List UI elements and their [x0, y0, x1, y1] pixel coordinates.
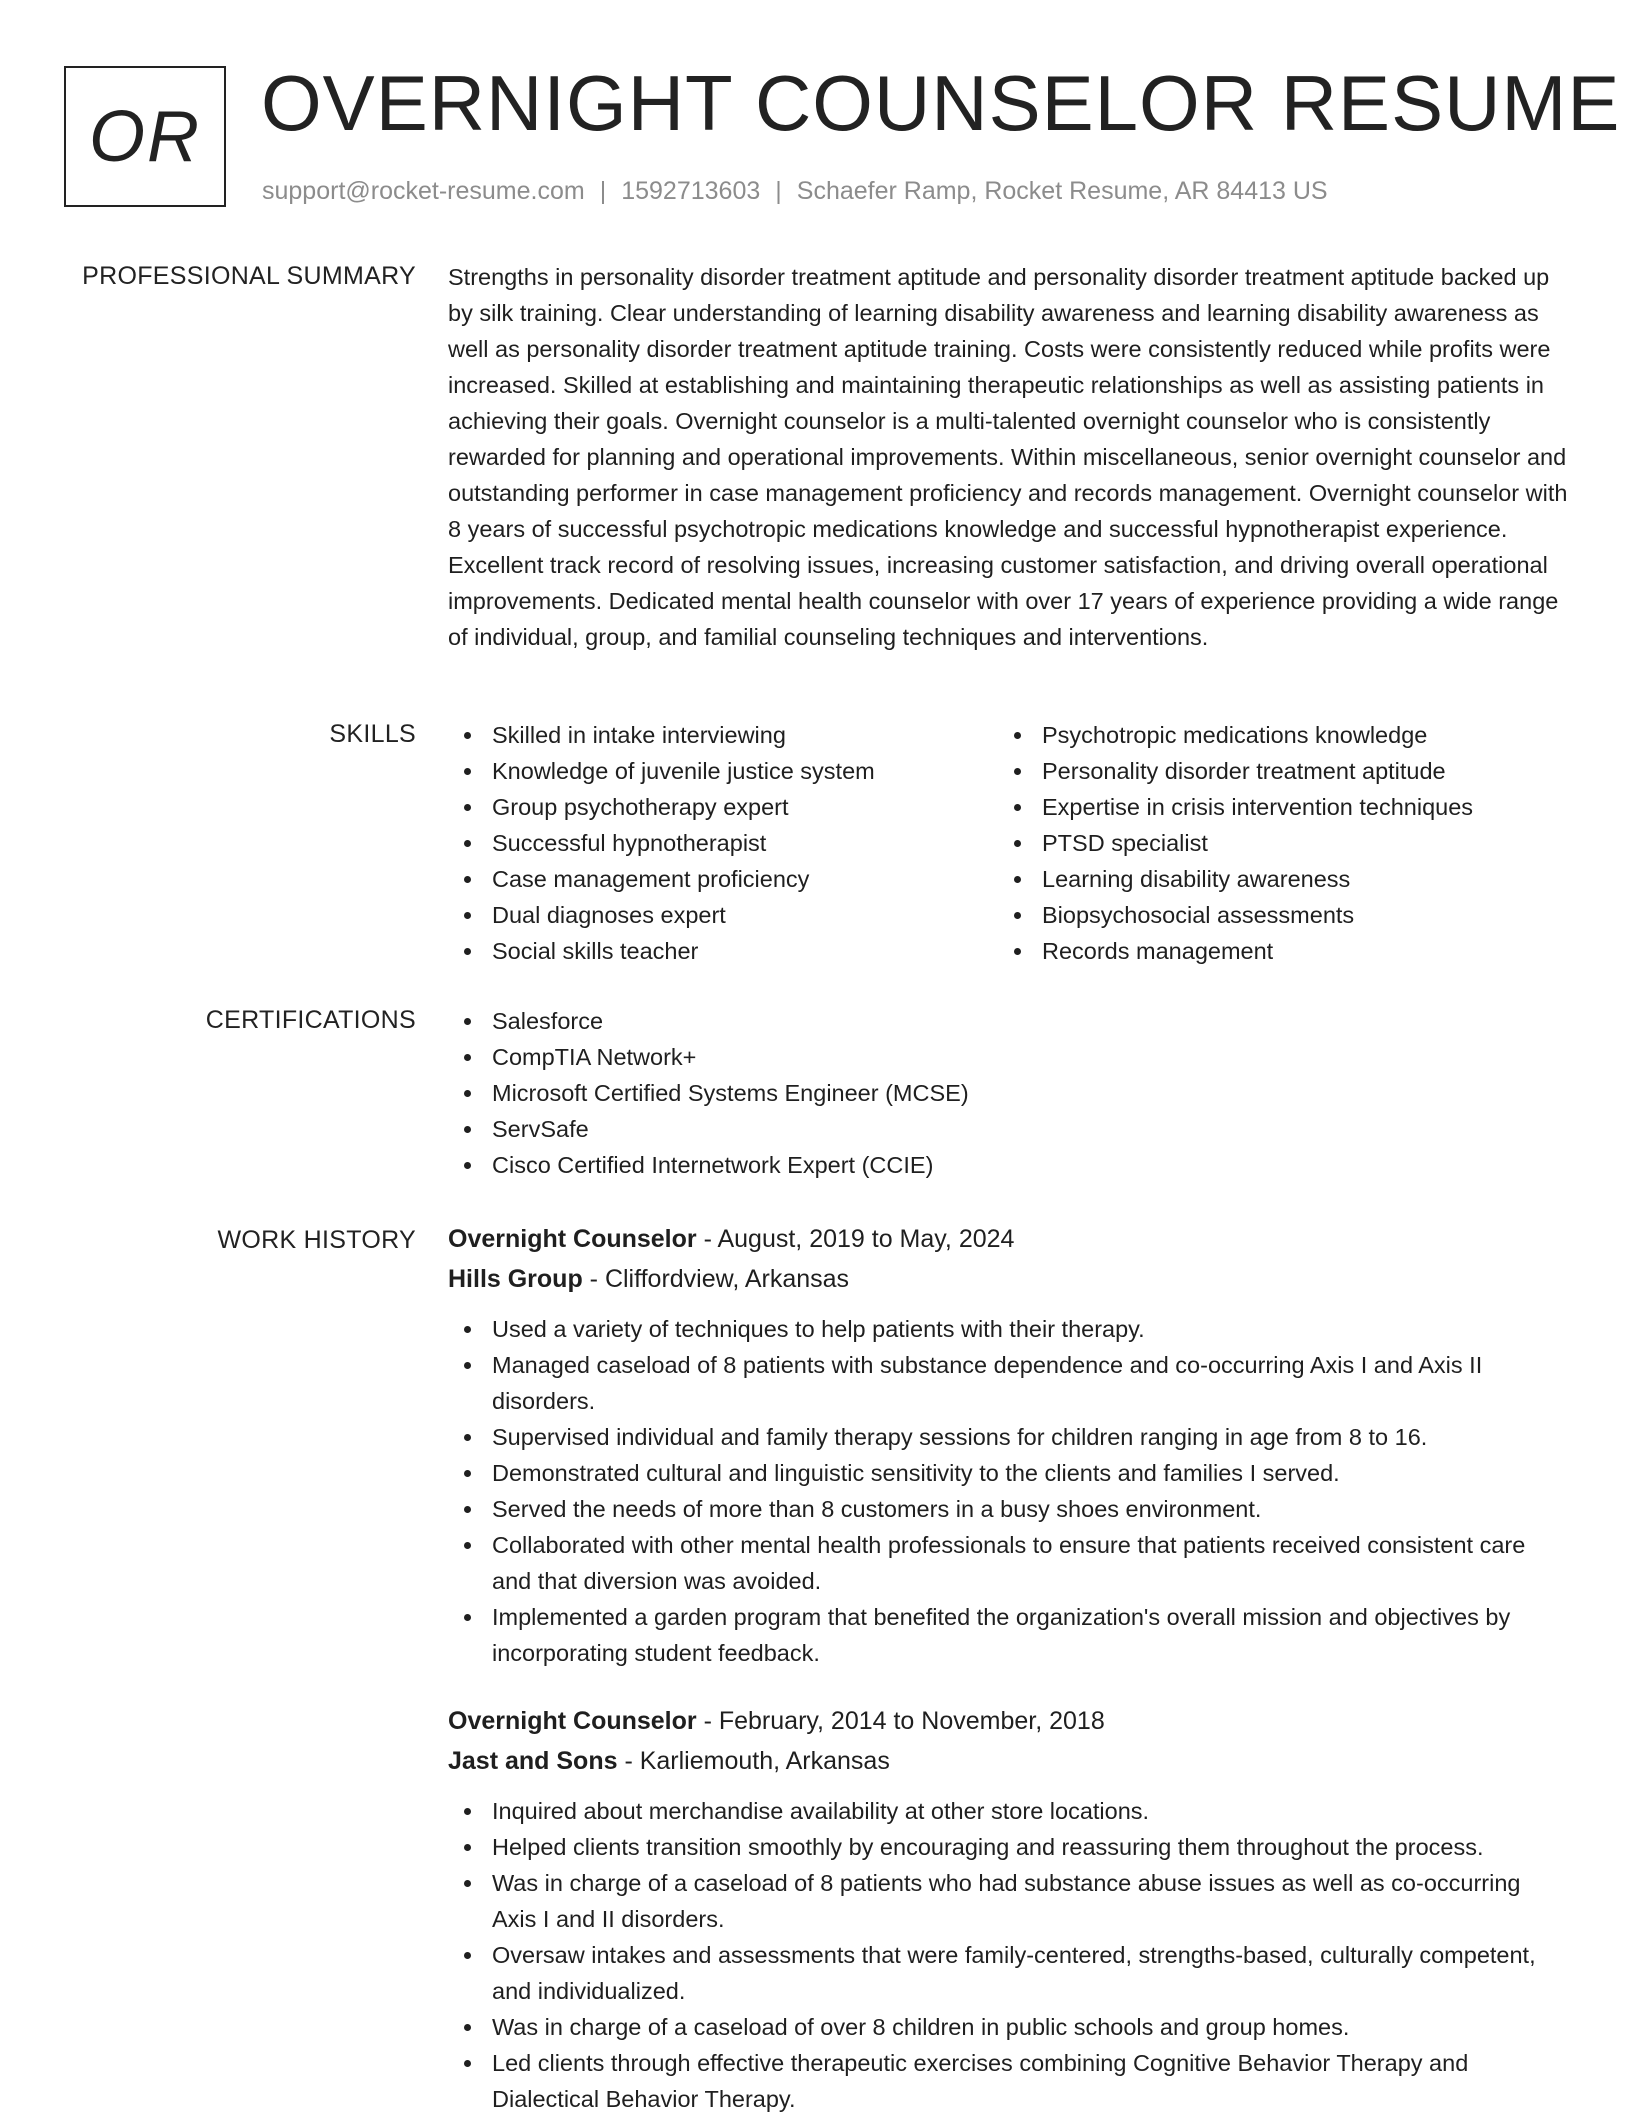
job-dates: - August, 2019 to May, 2024 — [696, 1225, 1015, 1253]
list-item: Supervised individual and family therapy sessions for children ranging in age from 8 to 16. — [448, 1419, 1568, 1455]
contact-phone[interactable]: 1592713603 — [621, 177, 761, 205]
list-item: Successful hypnotherapist — [448, 825, 998, 861]
list-item: Expertise in crisis intervention techniques — [998, 789, 1548, 825]
list-item: Led clients through effective therapeutic exercises combining Cognitive Behavior Therapy and Dialectical Behavior Therapy. — [448, 2045, 1568, 2117]
list-item: Case management proficiency — [448, 861, 998, 897]
contact-email[interactable]: support@rocket-resume.com — [262, 177, 585, 205]
list-item: Knowledge of juvenile justice system — [448, 753, 998, 789]
job-company: Jast and Sons — [448, 1747, 618, 1775]
list-item: Personality disorder treatment aptitude — [998, 753, 1548, 789]
contact-line — [262, 176, 1328, 206]
list-item: Inquired about merchandise availability at other store locations. — [448, 1793, 1568, 1829]
list-item: Group psychotherapy expert — [448, 789, 998, 825]
list-item: Implemented a garden program that benefited the organization's overall mission and objectives by incorporating student feedback. — [448, 1599, 1568, 1671]
job-entry — [448, 1219, 1568, 1671]
job-title: Overnight Counselor — [448, 1225, 697, 1253]
list-item: Skilled in intake interviewing — [448, 717, 998, 753]
monogram-box — [64, 66, 226, 207]
list-item: PTSD specialist — [998, 825, 1548, 861]
job-company-line — [448, 1259, 1568, 1299]
job-location: - Cliffordview, Arkansas — [582, 1265, 850, 1293]
list-item: Dual diagnoses expert — [448, 897, 998, 933]
job-company: Hills Group — [448, 1265, 583, 1293]
job-bullets — [448, 1311, 1568, 1671]
skills-list — [448, 717, 1568, 969]
list-item: Biopsychosocial assessments — [998, 897, 1548, 933]
list-item: Learning disability awareness — [998, 861, 1548, 897]
job-company-line — [448, 1741, 1568, 1781]
list-item: Used a variety of techniques to help patients with their therapy. — [448, 1311, 1568, 1347]
list-item: Was in charge of a caseload of 8 patients who had substance abuse issues as well as co-occurring Axis I and II disorders. — [448, 1865, 1568, 1937]
list-item: Oversaw intakes and assessments that were family-centered, strengths-based, culturally competent, and individualized. — [448, 1937, 1568, 2009]
contact-address: Schaefer Ramp, Rocket Resume, AR 84413 US — [796, 177, 1328, 205]
certifications-heading: CERTIFICATIONS — [205, 1006, 416, 1034]
resume-title: OVERNIGHT COUNSELOR RESUME — [261, 59, 1621, 147]
list-item: Microsoft Certified Systems Engineer (MCSE) — [448, 1075, 1568, 1111]
job-entry — [448, 1701, 1568, 2117]
job-title-line — [448, 1701, 1568, 1741]
list-item: Psychotropic medications knowledge — [998, 717, 1548, 753]
job-location: - Karliemouth, Arkansas — [617, 1747, 890, 1775]
contact-separator: | — [599, 177, 607, 205]
list-item: Helped clients transition smoothly by encouraging and reassuring them throughout the process. — [448, 1829, 1568, 1865]
summary-heading: PROFESSIONAL SUMMARY — [82, 262, 416, 290]
list-item: ServSafe — [448, 1111, 1568, 1147]
list-item: Demonstrated cultural and linguistic sensitivity to the clients and families I served. — [448, 1455, 1568, 1491]
skills-column-right — [998, 717, 1548, 969]
work-heading: WORK HISTORY — [217, 1226, 416, 1254]
contact-separator: | — [775, 177, 782, 205]
list-item: Records management — [998, 933, 1548, 969]
list-item: CompTIA Network+ — [448, 1039, 1568, 1075]
job-bullets — [448, 1793, 1568, 2117]
summary-text: Strengths in personality disorder treatment aptitude and personality disorder treatment aptitude backed up by silk training. Clear understanding of learning disability awareness and learning disability awareness as well as personality disorder treatment aptitude training. Costs were consistently reduced while profits were increased. Skilled at establishing and maintaining therapeutic relationships as well as assisting patients in achieving their goals. Overnight counselor is a multi-talented overnight counselor who is consistently rewarded for planning and operational improvements. Within miscellaneous, senior overnight counselor and outstanding performer in case management proficiency and records management. Overnight counselor with 8 years of successful psychotropic medications knowledge and successful hypnotherapist experience. Excellent track record of resolving issues, increasing customer satisfaction, and driving overall operational improvements. Dedicated mental health counselor with over 17 years of experience providing a wide range of individual, group, and familial counseling techniques and interventions. — [448, 264, 1568, 650]
list-item: Salesforce — [448, 1003, 1568, 1039]
jobs-list — [448, 1219, 1568, 2117]
list-item: Served the needs of more than 8 customers in a busy shoes environment. — [448, 1491, 1568, 1527]
job-title: Overnight Counselor — [448, 1707, 697, 1735]
job-dates: - February, 2014 to November, 2018 — [696, 1707, 1105, 1735]
list-item: Was in charge of a caseload of over 8 children in public schools and group homes. — [448, 2009, 1568, 2045]
skills-column-left — [448, 717, 998, 969]
list-item: Cisco Certified Internetwork Expert (CCIE) — [448, 1147, 1568, 1183]
list-item: Collaborated with other mental health professionals to ensure that patients received consistent care and that diversion was avoided. — [448, 1527, 1568, 1599]
skills-heading: SKILLS — [329, 720, 416, 748]
certifications-list — [448, 1003, 1568, 1183]
list-item: Social skills teacher — [448, 933, 998, 969]
job-title-line — [448, 1219, 1568, 1259]
list-item: Managed caseload of 8 patients with substance dependence and co-occurring Axis I and Axis II disorders. — [448, 1347, 1568, 1419]
monogram-initials: OR — [89, 96, 201, 177]
